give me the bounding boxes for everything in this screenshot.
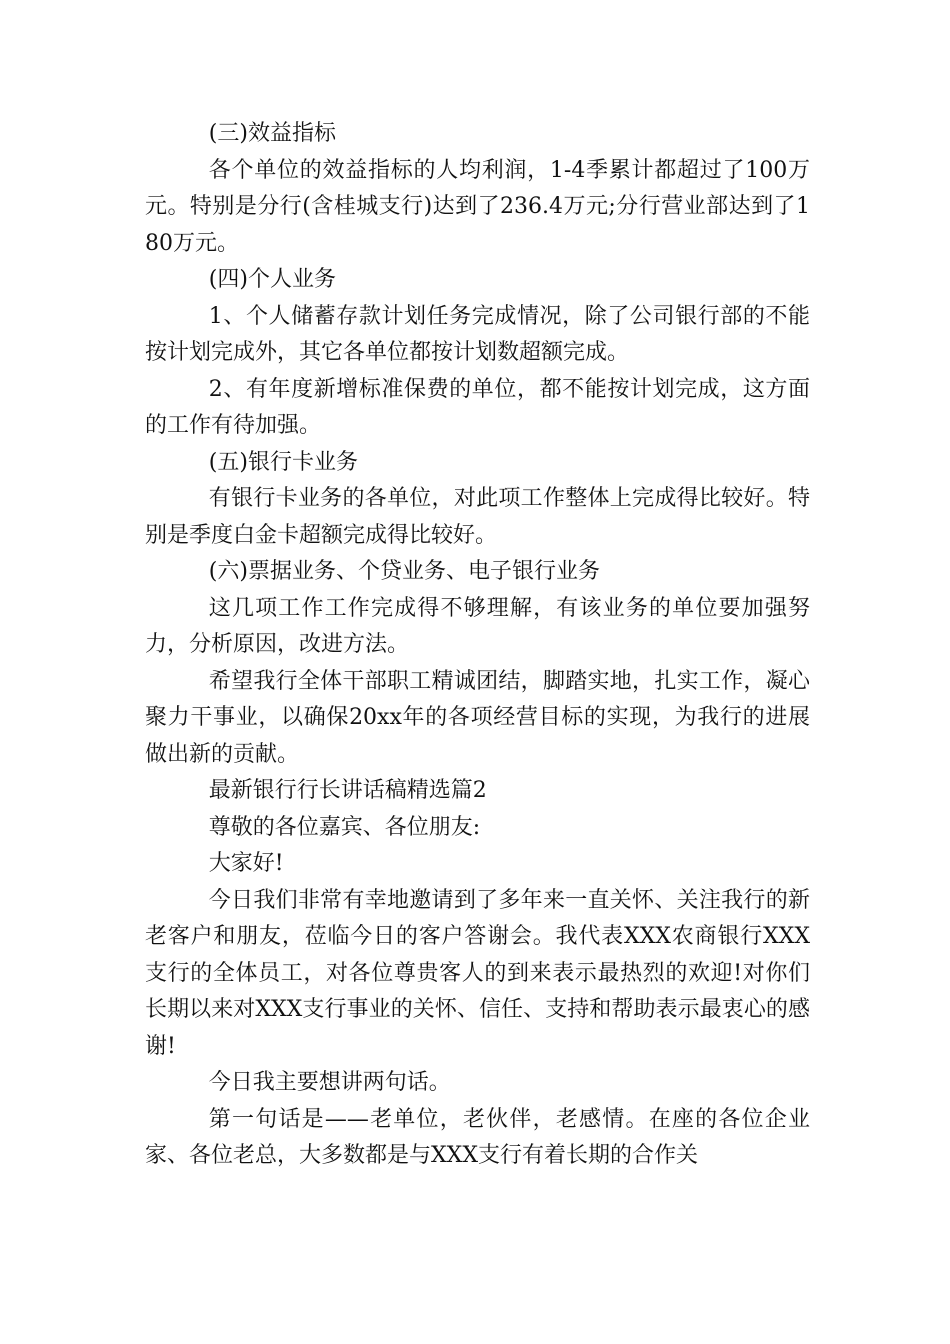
paragraph-intro: 今日我主要想讲两句话。 bbox=[208, 1070, 451, 1095]
paragraph-bills: 这几项工作工作完成得不够理解，有该业务的单位要加强努力，分析原因，改进方法。 bbox=[145, 595, 810, 657]
salutation: 尊敬的各位嘉宾、各位朋友: bbox=[208, 814, 481, 840]
paragraph-personal-2: 2、有年度新增标准保费的单位，都不能按计划完成，这方面的工作有待加强。 bbox=[145, 376, 810, 438]
paragraph-card: 有银行卡业务的各单位，对此项工作整体上完成得比较好。特别是季度白金卡超额完成得比较好。 bbox=[145, 486, 810, 548]
greeting: 大家好! bbox=[208, 851, 284, 876]
article-title: 最新银行行长讲话稿精选篇2 bbox=[208, 778, 487, 803]
section-heading-bills: (六)票据业务、个贷业务、电子银行业务 bbox=[208, 559, 600, 584]
paragraph-welcome: 今日我们非常有幸地邀请到了多年来一直关怀、关注我行的新老客户和朋友，莅临今日的客户答谢会。我代表XXX农商银行XXX支行的全体员工，对各位尊贵客人的到来表示最热烈的欢迎!对你们长期以来对XXX支行事业的关怀、信任、支持和帮助表示最衷心的感谢! bbox=[145, 887, 810, 1059]
section-heading-personal: (四)个人业务 bbox=[208, 267, 336, 292]
section-heading-card: (五)银行卡业务 bbox=[208, 449, 358, 475]
paragraph-first-point: 第一句话是——老单位，老伙伴，老感情。在座的各位企业家、各位老总，大多数都是与XXX支行有着长期的合作关 bbox=[145, 1106, 810, 1168]
paragraph-closing: 希望我行全体干部职工精诚团结，脚踏实地，扎实工作，凝心聚力干事业，以确保20xx年的各项经营目标的实现，为我行的进展做出新的贡献。 bbox=[145, 668, 810, 767]
paragraph-benefit: 各个单位的效益指标的人均利润，1-4季累计都超过了100万元。特别是分行(含桂城支行)达到了236.4万元;分行营业部达到了180万元。 bbox=[145, 157, 810, 256]
paragraph-personal-1: 1、个人储蓄存款计划任务完成情况，除了公司银行部的不能按计划完成外，其它各单位都按计划数超额完成。 bbox=[145, 303, 810, 365]
document-body bbox=[145, 116, 810, 1175]
section-heading-benefit: (三)效益指标 bbox=[208, 121, 336, 146]
